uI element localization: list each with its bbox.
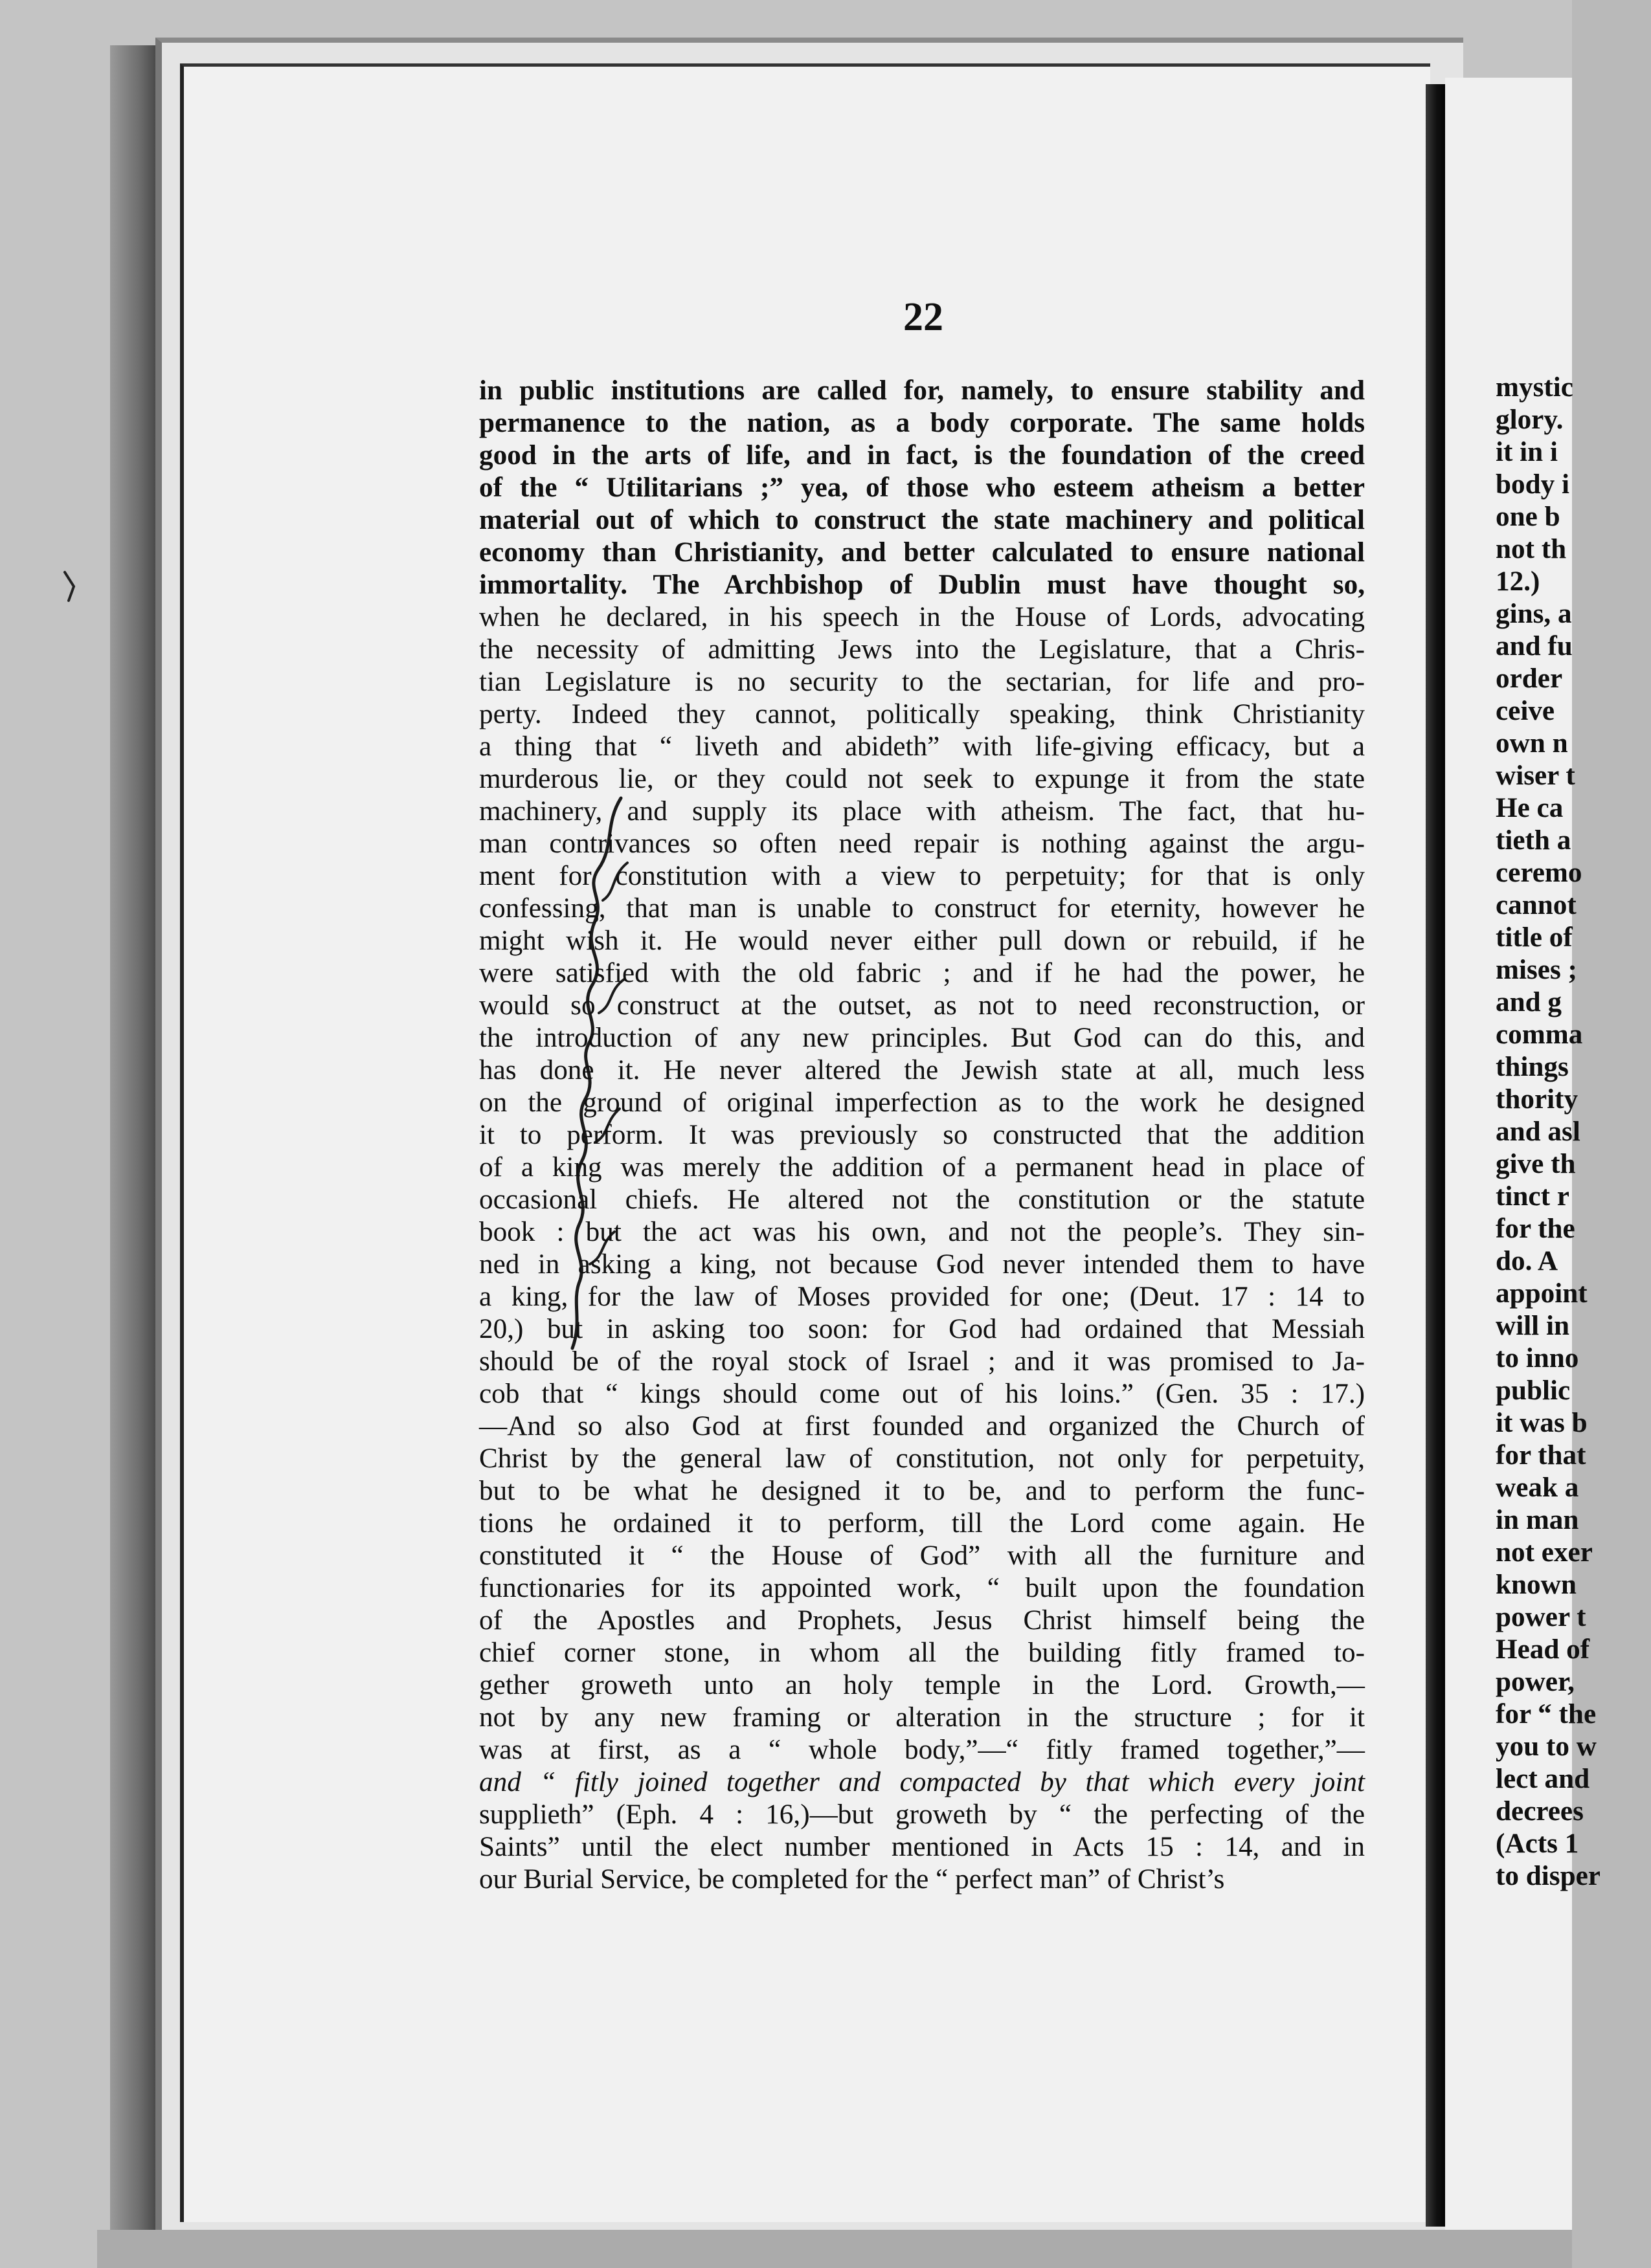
text-line: do. A: [1496, 1246, 1558, 1276]
text-line: wiser t: [1496, 761, 1575, 791]
text-line: of the Apostles and Prophets, Jesus Christ himself being the: [479, 1605, 1365, 1636]
text-line: body i: [1496, 469, 1570, 500]
text-line: gether groweth unto an holy temple in the Lord. Growth,—: [479, 1670, 1365, 1700]
text-line: supplieth” (Eph. 4 : 16,)—but groweth by “ the perfecting of the: [479, 1799, 1365, 1830]
text-line: for that: [1496, 1440, 1586, 1471]
text-line: power,: [1496, 1667, 1575, 1697]
text-line: weak a: [1496, 1473, 1579, 1503]
text-line: and asl: [1496, 1117, 1580, 1147]
text-line: functionaries for its appointed work, “ built upon the foundation: [479, 1573, 1365, 1603]
text-line: murderous lie, or they could not seek to expunge it from the state: [479, 764, 1365, 794]
text-line: power t: [1496, 1602, 1586, 1632]
margin-tick-mark: [60, 567, 85, 606]
text-line: 12.): [1496, 566, 1540, 597]
text-line: the introduction of any new principles. But God can do this, and: [479, 1023, 1365, 1053]
page-number: 22: [903, 295, 943, 339]
text-line: man contrivances so often need repair is nothing against the argu-: [479, 828, 1365, 859]
text-line: mises ;: [1496, 955, 1577, 985]
text-line: and g: [1496, 987, 1562, 1017]
text-line: in man: [1496, 1505, 1579, 1535]
text-line: has done it. He never altered the Jewish state at all, much less: [479, 1055, 1365, 1085]
text-line: 20,) but in asking too soon: for God had ordained that Messiah: [479, 1314, 1365, 1344]
text-line: it to perform. It was previously so constructed that the addition: [479, 1120, 1365, 1150]
text-line: on the ground of original imperfection as to the work he designed: [479, 1087, 1365, 1118]
text-line: not th: [1496, 534, 1567, 564]
text-line: but to be what he designed it to be, and to perform the func-: [479, 1476, 1365, 1506]
text-line: not exer: [1496, 1537, 1593, 1568]
text-line: might wish it. He would never either pull down or rebuild, if he: [479, 926, 1365, 956]
text-line: He ca: [1496, 793, 1564, 823]
text-line: for the: [1496, 1214, 1575, 1244]
text-line: —And so also God at first founded and organized the Church of: [479, 1411, 1365, 1441]
text-line: public: [1496, 1375, 1571, 1406]
text-line: occasional chiefs. He altered not the constitution or the statute: [479, 1184, 1365, 1215]
text-line: it in i: [1496, 437, 1558, 467]
text-line: Head of: [1496, 1634, 1590, 1665]
text-line: give th: [1496, 1149, 1576, 1179]
text-line: order: [1496, 663, 1563, 694]
text-line: you to w: [1496, 1731, 1597, 1762]
text-line: confessing, that man is unable to construct for eternity, however he: [479, 893, 1365, 924]
text-line: ceive: [1496, 696, 1555, 726]
body-text: [479, 375, 1365, 1896]
text-line: were satisfied with the old fabric ; and if he had the power, he: [479, 958, 1365, 988]
text-line: own n: [1496, 728, 1568, 759]
text-line: mystic: [1496, 372, 1573, 403]
text-line: known: [1496, 1570, 1577, 1600]
text-line: machinery, and supply its place with atheism. The fact, that hu-: [479, 796, 1365, 827]
text-line: perty. Indeed they cannot, politically speaking, think Christianity: [479, 699, 1365, 729]
text-line: one b: [1496, 502, 1560, 532]
text-line: glory.: [1496, 405, 1564, 435]
text-line: constituted it “ the House of God” with all the furniture and: [479, 1540, 1365, 1571]
text-line: immortality. The Archbishop of Dublin must have thought so,: [479, 570, 1365, 600]
text-line: lect and: [1496, 1764, 1590, 1794]
text-line: our Burial Service, be completed for the “ perfect man” of Christ’s: [479, 1864, 1225, 1895]
text-line: things: [1496, 1052, 1569, 1082]
text-line: a thing that “ liveth and abideth” with life-giving efficacy, but a: [479, 731, 1365, 762]
text-line: Christ by the general law of constitution, not only for perpetuity,: [479, 1443, 1365, 1474]
scan-bottom-edge: [97, 2230, 1572, 2268]
right-page-text: [1496, 372, 1651, 1893]
text-line: a king, for the law of Moses provided for one; (Deut. 17 : 14 to: [479, 1282, 1365, 1312]
text-line: comma: [1496, 1019, 1583, 1050]
text-line: cannot: [1496, 890, 1577, 920]
text-line: appoint: [1496, 1278, 1588, 1309]
text-line: tinct r: [1496, 1181, 1569, 1212]
text-line: ned in asking a king, not because God never intended them to have: [479, 1249, 1365, 1280]
text-line: economy than Christianity, and better calculated to ensure national: [479, 537, 1365, 568]
text-line: ceremo: [1496, 858, 1582, 888]
text-line: was at first, as a “ whole body,”—“ fitly framed together,”—: [479, 1735, 1365, 1765]
text-line: tieth a: [1496, 825, 1571, 856]
text-line: not by any new framing or alteration in the structure ; for it: [479, 1702, 1365, 1733]
text-line: Saints” until the elect number mentioned in Acts 15 : 14, and in: [479, 1832, 1365, 1862]
text-line: ment for constitution with a view to perpetuity; for that is only: [479, 861, 1365, 891]
text-line: of the “ Utilitarians ;” yea, of those who esteem atheism a better: [479, 472, 1365, 503]
text-line: material out of which to construct the state machinery and political: [479, 505, 1365, 535]
text-line: tions he ordained it to perform, till the Lord come again. He: [479, 1508, 1365, 1539]
right-page-fragment: [1445, 78, 1600, 2230]
left-page: [180, 63, 1430, 2222]
text-line: the necessity of admitting Jews into the Legislature, that a Chris-: [479, 634, 1365, 665]
text-line: decrees: [1496, 1796, 1584, 1827]
text-line: good in the arts of life, and in fact, is the foundation of the creed: [479, 440, 1365, 471]
text-line: it was b: [1496, 1408, 1588, 1438]
text-line: title of: [1496, 922, 1573, 953]
text-line: book : but the act was his own, and not the people’s. They sin-: [479, 1217, 1365, 1247]
text-line: to disper: [1496, 1861, 1600, 1891]
text-line: when he declared, in his speech in the House of Lords, advocating: [479, 602, 1365, 632]
text-line: to inno: [1496, 1343, 1579, 1373]
text-line: would so construct at the outset, as not to need reconstruction, or: [479, 990, 1365, 1021]
text-line: for “ the: [1496, 1699, 1597, 1729]
text-line: should be of the royal stock of Israel ; and it was promised to Ja-: [479, 1346, 1365, 1377]
text-line: of a king was merely the addition of a permanent head in place of: [479, 1152, 1365, 1183]
text-line: tian Legislature is no security to the sectarian, for life and pro-: [479, 667, 1365, 697]
text-line: (Acts 1: [1496, 1829, 1579, 1859]
book-gutter: [1426, 84, 1445, 2227]
text-line: and fu: [1496, 631, 1573, 662]
text-line: chief corner stone, in whom all the building fitly framed to-: [479, 1638, 1365, 1668]
text-line: in public institutions are called for, namely, to ensure stability and: [479, 375, 1365, 406]
text-line: will in: [1496, 1311, 1569, 1341]
text-line: permanence to the nation, as a body corporate. The same holds: [479, 408, 1365, 438]
text-line: cob that “ kings should come out of his loins.” (Gen. 35 : 17.): [479, 1379, 1365, 1409]
text-line: thority: [1496, 1084, 1578, 1115]
text-line: gins, a: [1496, 599, 1572, 629]
text-line: and “ fitly joined together and compacted by that which every joint: [479, 1767, 1365, 1797]
